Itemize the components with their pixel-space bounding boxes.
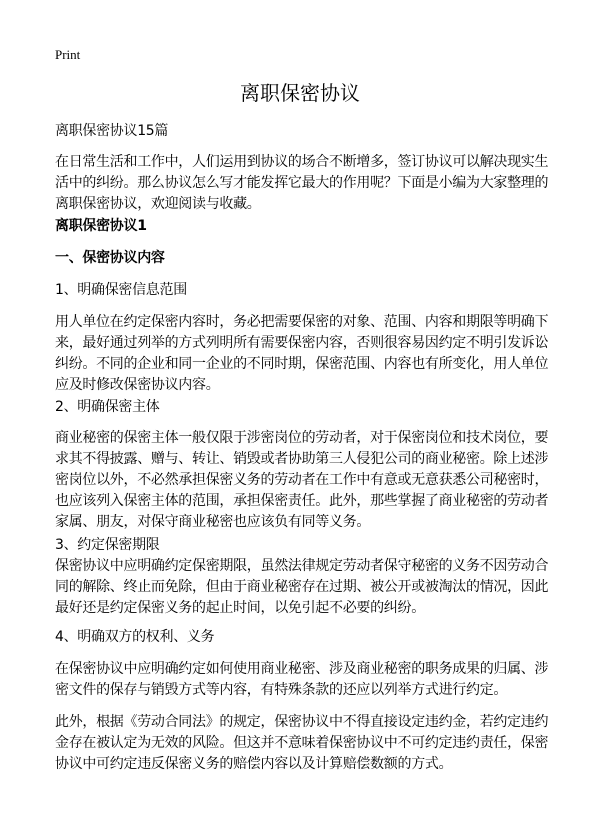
item-paragraph: 保密协议中应明确约定保密期限，虽然法律规定劳动者保守秘密的义务不因劳动合同的解除、终止而免除，但由于商业秘密存在过期、被公开或被淘汰的情况，因此最好还是约定保密义务的起止时间，以免引起不必要的纠纷。 bbox=[55, 558, 549, 616]
item-heading: 2、明确保密主体 bbox=[55, 399, 160, 415]
item-paragraph: 商业秘密的保密主体一般仅限于涉密岗位的劳动者，对于保密岗位和技术岗位，要求其不得披露、赠与、转让、销毁或者协助第三人侵犯公司的商业秘密。除上述涉密岗位以外，不必然承担保密义务的劳动者在工作中有意或无意获悉公司秘密时，也应该列入保密主体的范围，承担保密责任。此外，那些掌握了商业秘密的劳动者家属、朋友，对保守商业秘密也应该负有同等义务。 bbox=[55, 430, 549, 530]
intro-paragraph: 在日常生活和工作中，人们运用到协议的场合不断增多，签订协议可以解决现实生活中的纠纷。那么协议怎么写才能发挥它最大的作用呢？下面是小编为大家整理的离职保密协议，欢迎阅读与收藏。 bbox=[55, 154, 549, 212]
document-subtitle: 离职保密协议15篇 bbox=[55, 123, 169, 139]
part-heading: 一、保密协议内容 bbox=[55, 250, 165, 266]
item-heading: 1、明确保密信息范围 bbox=[55, 282, 187, 298]
item-heading: 4、明确双方的权利、义务 bbox=[55, 629, 215, 645]
item-paragraph: 在保密协议中应明确约定如何使用商业秘密、涉及商业秘密的职务成果的归属、涉密文件的保存与销毁方式等内容，有特殊条款的还应以列举方式进行约定。 bbox=[55, 661, 549, 698]
print-link[interactable]: Print bbox=[55, 47, 81, 62]
document-title: 离职保密协议 bbox=[240, 81, 360, 105]
item-paragraph: 用人单位在约定保密内容时，务必把需要保密的对象、范围、内容和期限等明确下来，最好通过列举的方式列明所有需要保密内容，否则很容易因约定不明引发诉讼纠纷。不同的企业和同一企业的不同时期，保密范围、内容也有所变化，用人单位应及时修改保密协议内容。 bbox=[55, 314, 549, 393]
section-heading: 离职保密协议1 bbox=[55, 218, 147, 234]
item-paragraph: 此外，根据《劳动合同法》的规定，保密协议中不得直接设定违约金，若约定违约金存在被认定为无效的风险。但这并不意味着保密协议中不可约定违约责任，保密协议中可约定违反保密义务的赔偿内容以及计算赔偿数额的方式。 bbox=[55, 714, 549, 772]
item-heading: 3、约定保密期限 bbox=[55, 537, 160, 553]
